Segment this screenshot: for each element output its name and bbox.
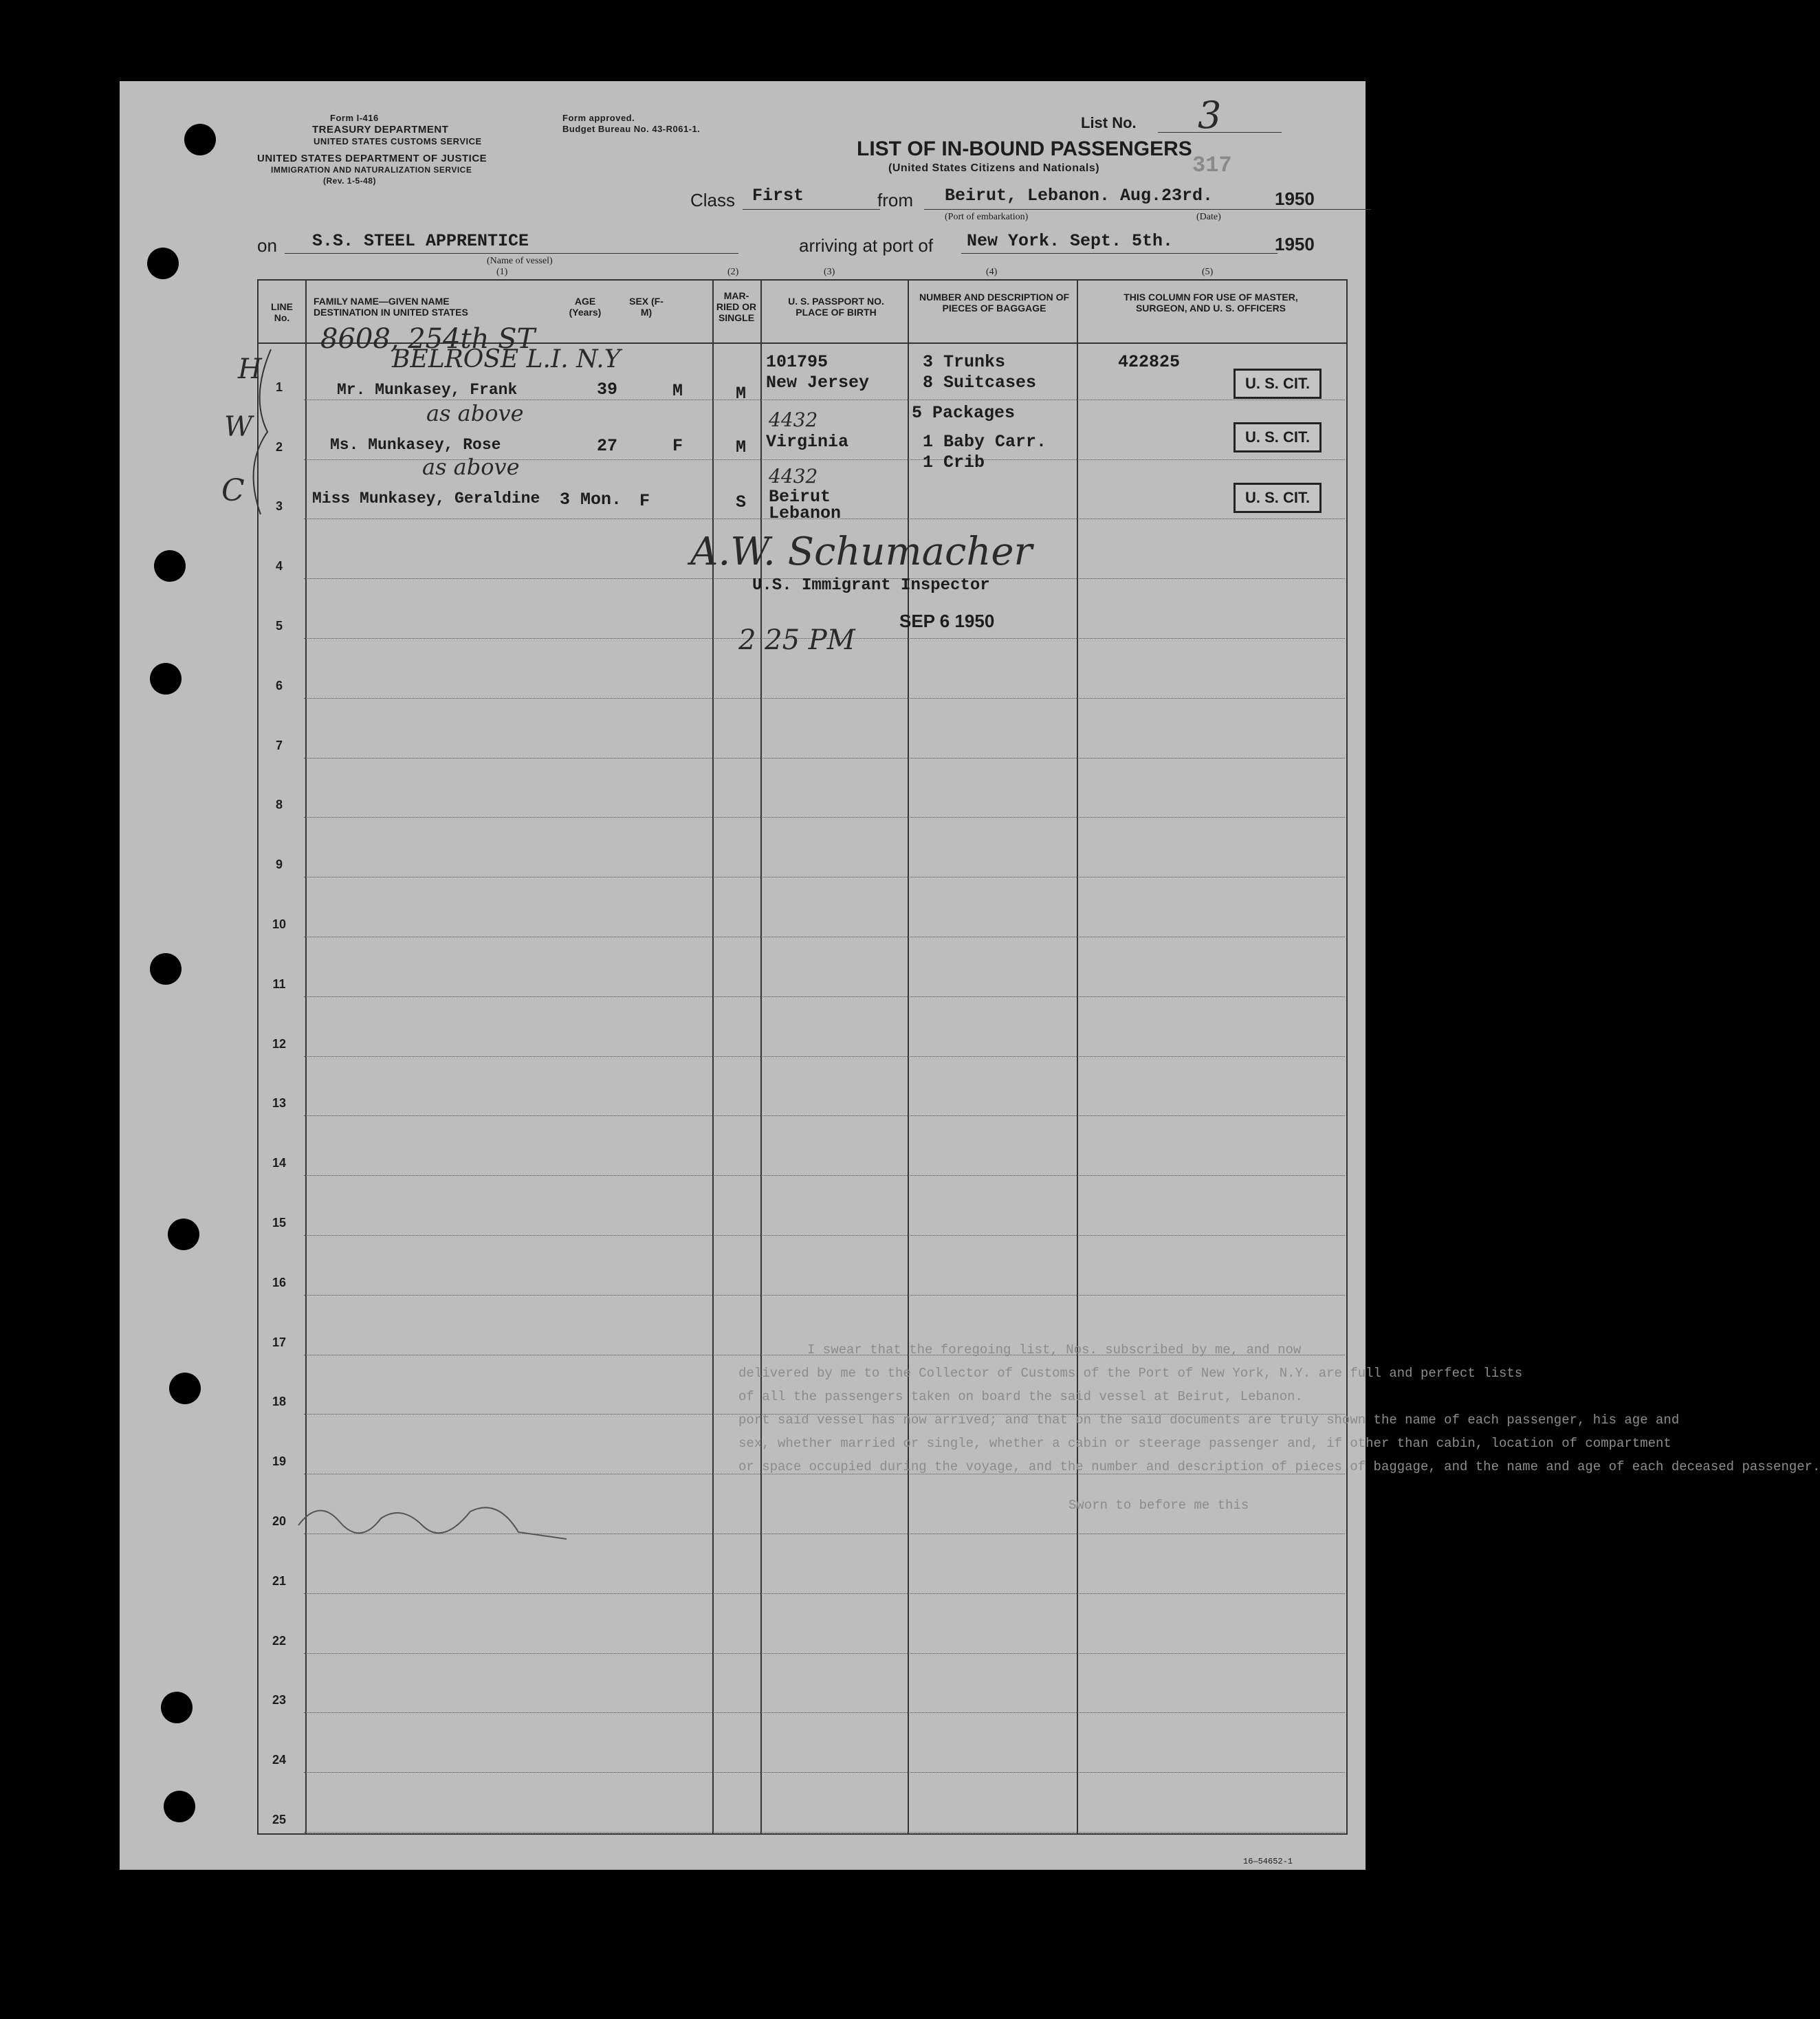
row-number: 12 [272,1036,287,1051]
col-index-5: (5) [1202,267,1214,277]
passenger-2-citizen-stamp: U. S. CIT. [1234,422,1322,452]
row-line [304,996,1345,997]
row-number: 15 [272,1216,287,1230]
year-1: 1950 [1275,188,1315,209]
revision: (Rev. 1-5-48) [323,176,376,186]
class-label: Class [690,190,736,210]
customs-service: UNITED STATES CUSTOMS SERVICE [314,136,482,146]
class-value: First [752,186,804,206]
arriving-label: arriving at port of [799,235,934,256]
row-line [304,1295,1345,1296]
vessel-caption: (Name of vessel) [487,256,553,266]
passenger-3-birth-2: Lebanon [769,503,842,523]
col-index-4: (4) [986,267,998,277]
passenger-3-note: as above [422,454,520,480]
passenger-3-marital: S [736,492,747,512]
punch-hole [147,248,179,279]
passenger-2-note: as above [426,400,524,426]
passenger-2-sex: F [672,436,683,456]
page-subtitle: (United States Citizens and Nationals) [888,162,1100,174]
row-line [304,698,1345,699]
passenger-3-citizen-stamp: U. S. CIT. [1234,483,1322,513]
row-number: 1 [275,380,283,394]
passenger-1-bag-2: 8 Suitcases [923,373,1037,393]
passenger-1-sex: M [672,381,683,401]
passenger-1-bag-1: 3 Trunks [923,352,1006,372]
on-label: on [257,235,277,256]
form-approved: Form approved. [562,113,635,123]
col-officers: THIS COLUMN FOR USE OF MASTER, SURGEON, AND U. S. OFFICERS [1123,292,1298,314]
passenger-2-name: Ms. Munkasey, Rose [330,436,501,454]
page-title: LIST OF IN-BOUND PASSENGERS [857,138,1192,160]
arriving-value: New York. Sept. 5th. [967,231,1174,251]
row-line [304,1235,1345,1236]
inspector-title: U.S. Immigrant Inspector [752,576,990,595]
col-passport: U. S. PASSPORT NO. PLACE OF BIRTH [788,296,884,318]
row-number: 24 [272,1753,287,1767]
row-line [304,1832,1345,1833]
row-number: 10 [272,917,287,931]
passenger-2-bag-1: 5 Packages [912,403,1016,423]
row-number: 9 [275,858,283,872]
passenger-2-age: 27 [597,436,618,456]
col-sex: SEX (F-M) [629,296,664,318]
row-line [304,1056,1345,1057]
list-no-value: 3 [1198,94,1222,137]
department-of-justice: UNITED STATES DEPARTMENT OF JUSTICE [257,153,487,164]
row-line [304,1772,1345,1773]
passenger-3-sex: F [639,491,650,511]
passenger-3-age: 3 Mon. [560,490,622,510]
passenger-2-bag-3: 1 Crib [923,452,985,472]
margin-mark-h: H [238,353,262,385]
passenger-3-birth: Beirut [769,487,831,507]
row-line [304,817,1345,818]
passenger-1-name: Mr. Munkasey, Frank [337,381,518,399]
ins-label: IMMIGRATION AND NATURALIZATION SERVICE [271,165,472,175]
address-street: 8608, 254th ST [320,323,536,355]
margin-mark-c: C [221,473,245,508]
passenger-1-passport: 101795 [766,352,829,372]
row-line [304,1175,1345,1176]
from-value: Beirut, Lebanon. Aug.23rd. [945,186,1214,206]
passenger-2-birth: Virginia [766,432,849,452]
passenger-2-passport: 4432 [769,408,818,431]
row-number: 14 [272,1156,287,1170]
passenger-1-marital: M [736,384,747,404]
row-number: 21 [272,1573,287,1588]
row-number: 25 [272,1813,287,1826]
punch-hole [150,663,182,695]
row-number: 16 [272,1275,287,1289]
punch-hole [168,1219,199,1250]
year-2: 1950 [1275,234,1315,254]
punch-hole [154,550,186,582]
col-married: MAR-RIED OR SINGLE [716,290,757,323]
col-index-1: (1) [496,267,508,277]
treasury-department: TREASURY DEPARTMENT [312,124,449,135]
row-number: 3 [275,499,283,514]
inspection-date: SEP 6 1950 [899,611,995,631]
col-baggage: NUMBER AND DESCRIPTION OF PIECES OF BAGGAGE [919,292,1070,314]
budget-bureau: Budget Bureau No. 43-R061-1. [562,124,701,134]
passenger-3-passport: 4432 [769,465,818,488]
col-name: FAMILY NAME—GIVEN NAME DESTINATION IN UNITED STATES [314,296,468,318]
port-caption: (Port of embarkation) [945,212,1029,222]
row-number: 11 [272,976,286,991]
date-caption: (Date) [1196,212,1221,222]
row-number: 17 [272,1335,287,1349]
manifest-page: Form I-416 TREASURY DEPARTMENT UNITED STATES CUSTOMS SERVICE UNITED STATES DEPARTMENT OF JUSTICE IMMIGRATION AND NATURALIZATION SERVICE (Rev. 1-5-48) Form approved. Budget Bureau No. 43-R061-1. LIST OF IN-BOUND PASSENGERS (United States Citizens and Nationals) List No. 3 317 Class First from Beirut, Lebanon. Aug.23rd. (Port of embarkation) (Date) 1950 on S.S. STEEL APPRENTICE (Name of vessel) arriving at port of New York. Sept. 5th. 1950 (1) (2) (3) (4) (5) LINE No. FAMILY NAME—GIVEN NAME DESTINATION IN UNITED STATES AGE (Years) SEX (F-M) MAR-RIED OR SINGLE U. S. PASSPORT NO. PLACE OF BIRTH NUMBER AND DESCRIPTION OF PIECES OF BAGGAGE THIS COLUMN FOR USE OF MASTER, SURGEON, AND U. S. OFFICERS 1 2 3 4 5 6 7 8 9 10 11 12 13 14 15 16 17 18 19 20 21 22 23 24 25 8608, 254th ST BELROSE L.I. N.Y Mr. Munkasey, Frank 39 M M 101795 New Jersey 3 Trunks 8 Suitcases 422825 U. S. CIT. as above Ms. Munkasey, Rose 27 F M 4432 Virginia 5 Packages 1 Baby Carr. 1 Crib U. S. CIT. as above Miss Munkasey, Geraldine 3 Mon. S F 4432 Beirut Lebanon U. S. CIT. H W C A.W. Schumacher U.S. Immigrant Inspector SEP 6 1950 2 25 PM I swear that the foregoing list, Nos. subscribed by me, and now delivered by me to the Collector of Customs of the Port of New York, N.Y. are full and perfect lists of all the passengers taken on board the said vessel at Beirut, Lebanon. port said vessel has now arrived; and that on the said documents are truly shown the name of each passenger, his age and sex, whether married or single, whether a cabin or steerage passenger and, if other than cabin, location of compartment or space occupied during the voyage, and the number and description of pieces of baggage, and the name and age of each deceased passenger. Sworn to before me this 16—54652-1 [120,81,1366,1870]
row-number: 8 [275,798,283,812]
punch-hole [150,953,182,985]
row-number: 6 [275,678,283,692]
margin-mark-w: W [224,411,253,443]
col-line: LINE No. [271,301,293,323]
master-signature-scrawl [292,1484,580,1546]
row-line [304,1653,1345,1654]
stamp-number: 317 [1192,153,1232,178]
passenger-1-age: 39 [597,380,618,400]
margin-bracket [230,342,285,521]
col-age: AGE (Years) [569,296,602,318]
passenger-1-citizen-stamp: U. S. CIT. [1234,369,1322,399]
passenger-2-bag-2: 1 Baby Carr. [923,432,1047,452]
row-number: 22 [272,1633,287,1648]
row-number: 2 [275,439,283,454]
col-index-3: (3) [824,267,835,277]
punch-hole [169,1373,201,1404]
row-number: 4 [275,559,283,574]
row-number: 18 [272,1395,287,1409]
row-number: 13 [272,1096,287,1111]
row-line [304,1712,1345,1713]
vessel-name: S.S. STEEL APPRENTICE [312,231,529,251]
row-number: 23 [272,1693,287,1707]
address-city: BELROSE L.I. N.Y [392,345,621,373]
list-no-label: List No. [1081,114,1137,131]
passenger-2-marital: M [736,437,747,457]
passenger-1-birth: New Jersey [766,373,870,393]
passenger-3-name: Miss Munkasey, Geraldine [312,490,540,508]
row-line [304,1593,1345,1594]
punch-hole [164,1791,195,1822]
row-line [304,1115,1345,1116]
row-number: 5 [275,619,283,633]
inspector-signature: A.W. Schumacher [690,530,1033,574]
form-number: Form I-416 [330,113,379,123]
passenger-1-officer-no: 422825 [1118,352,1181,372]
row-line [304,758,1345,759]
footer-code: 16—54652-1 [1243,1857,1293,1866]
from-label: from [877,190,913,210]
row-number: 19 [272,1454,287,1469]
punch-hole [184,124,216,155]
row-number: 7 [275,738,283,752]
col-index-2: (2) [727,267,739,277]
punch-hole [161,1692,193,1723]
inspection-time: 2 25 PM [738,624,855,656]
row-number: 20 [272,1514,287,1528]
